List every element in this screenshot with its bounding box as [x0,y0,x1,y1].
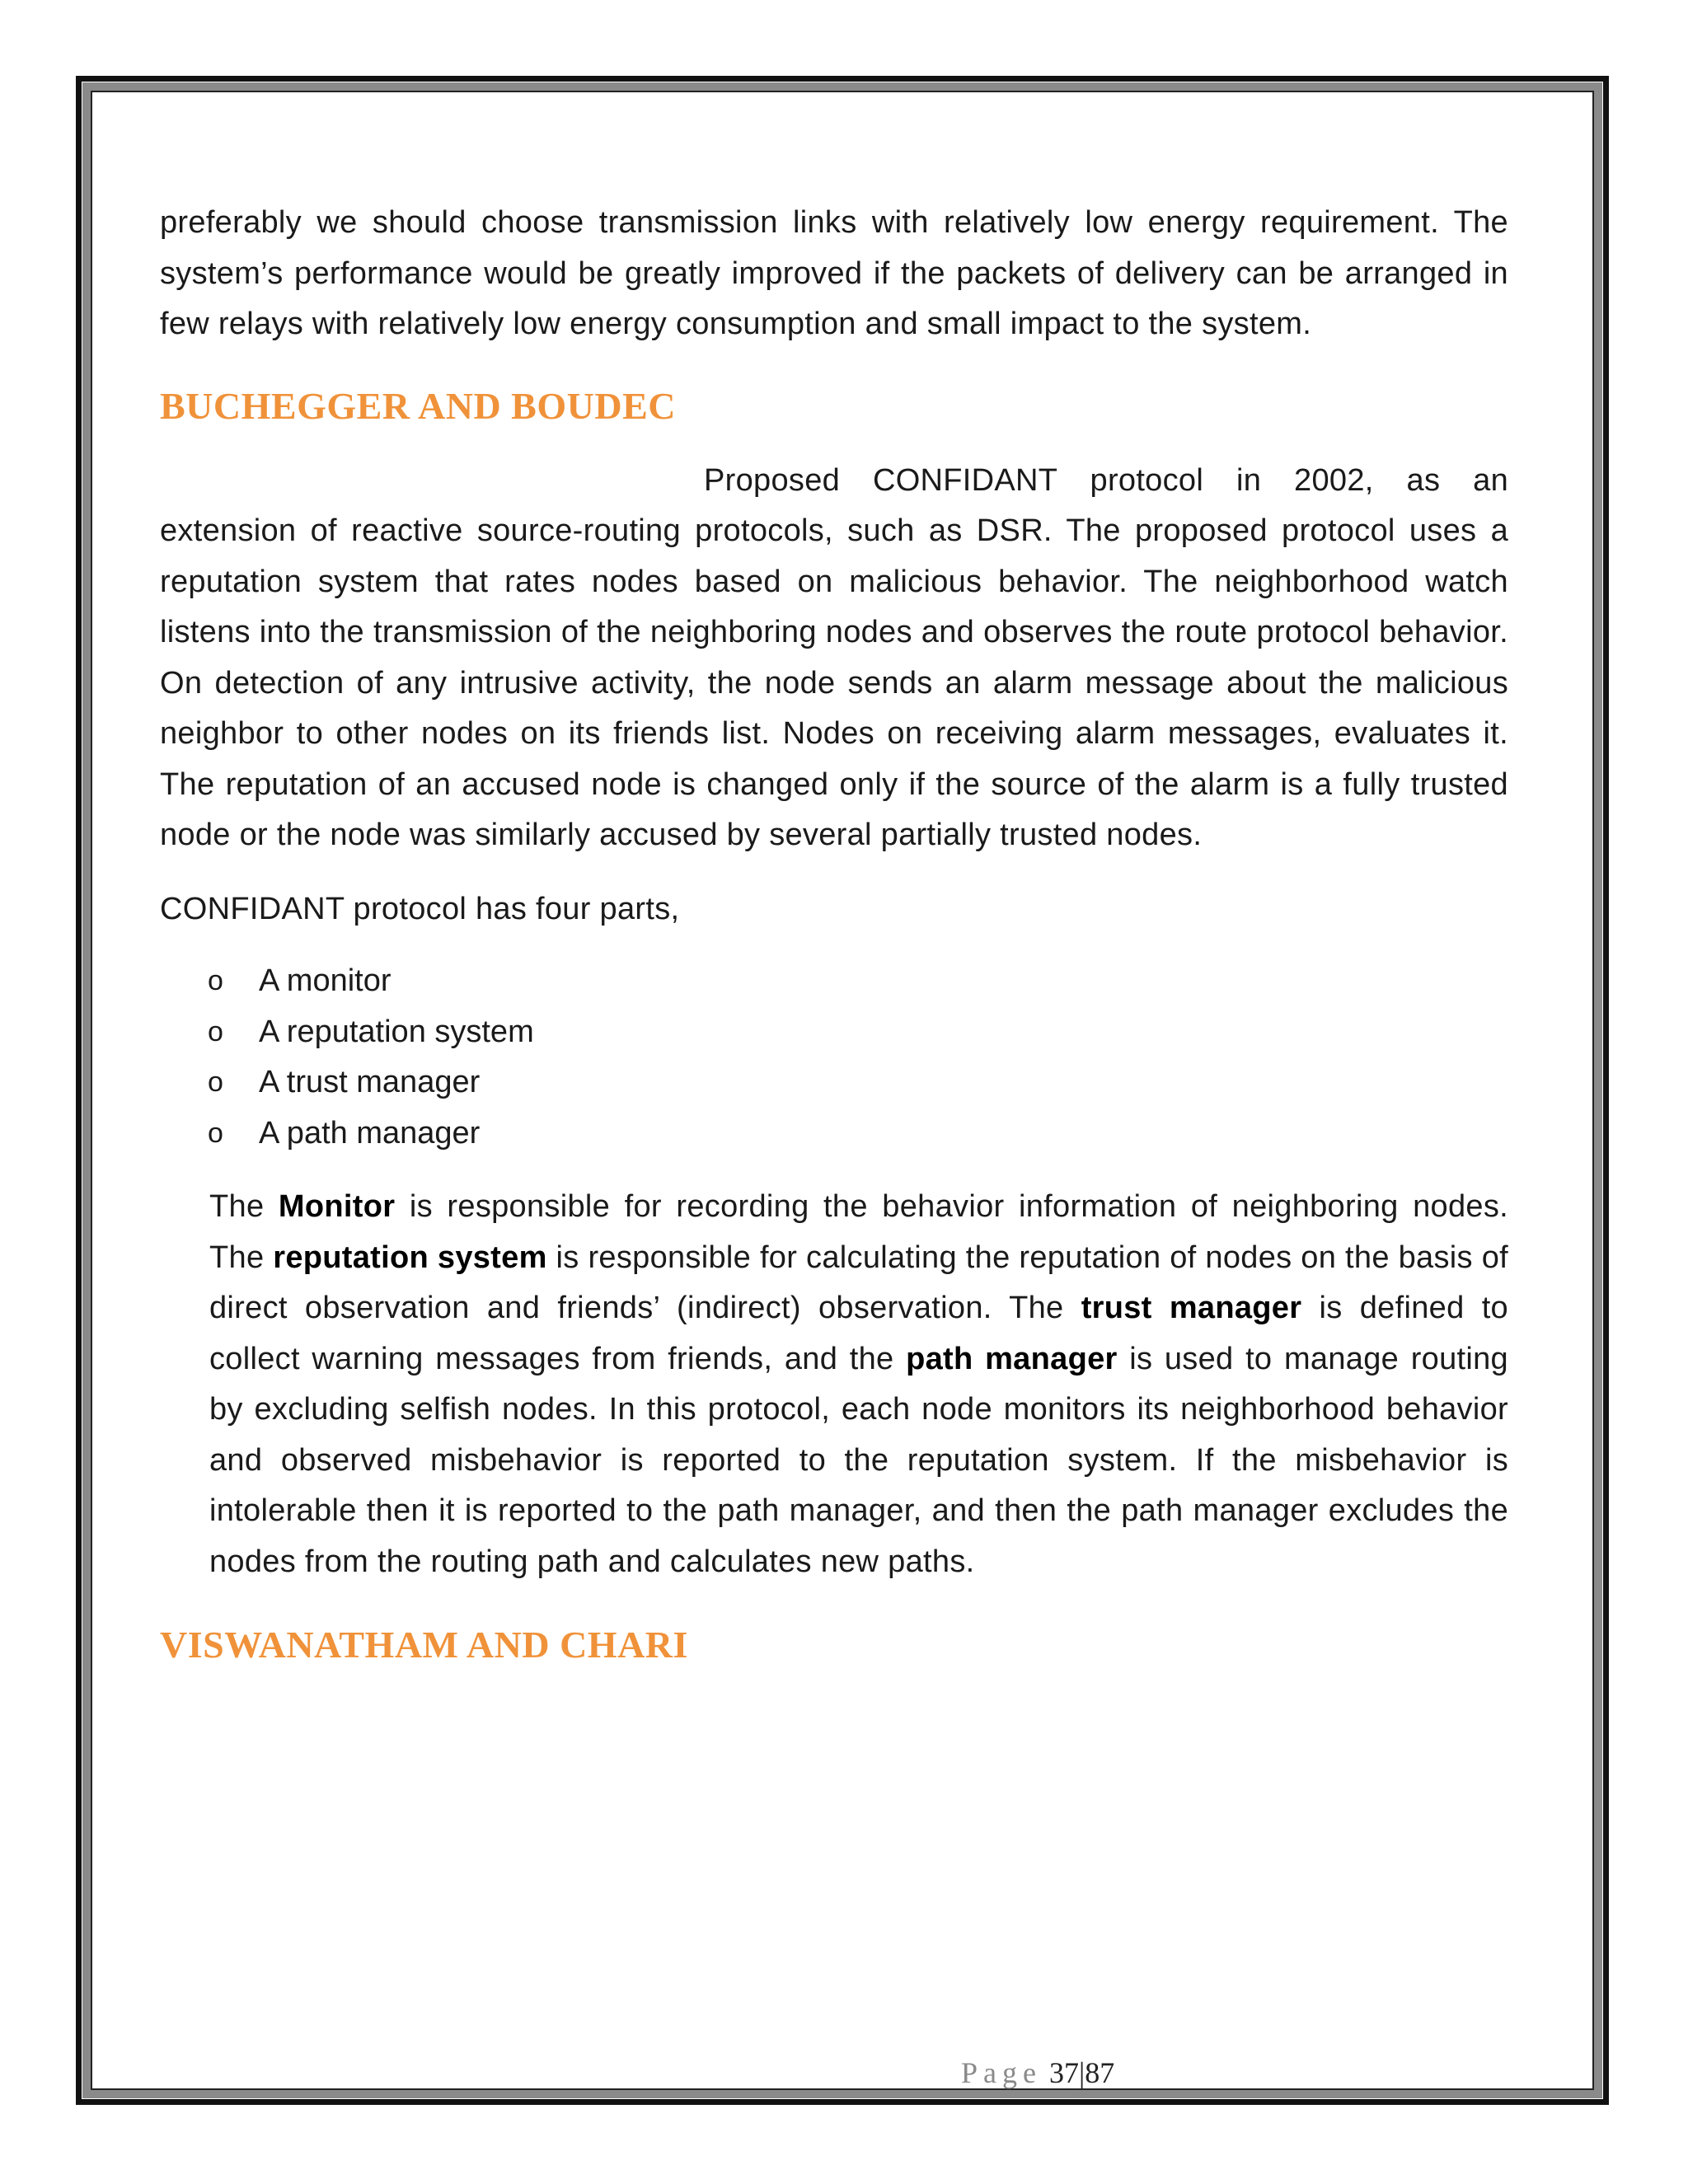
bullet-icon: o [208,1015,223,1047]
page-total: 87 [1085,2056,1115,2089]
term-reputation-system: reputation system [273,1240,547,1275]
list-item: o A trust manager [160,1057,1508,1108]
confidant-parts-list [160,956,1508,1159]
page-label: Page [961,2056,1042,2089]
term-path-manager: path manager [906,1341,1118,1376]
page-separator: | [1078,2056,1085,2089]
paragraph-confidant: Proposed CONFIDANT protocol in 2002, as an extension of reactive source-routing protocols, such as DSR. The proposed protocol uses a reputation system that rates nodes based on malicious behavior. The neighborhood watch listens into the transmission of the neighboring nodes and observes the route protocol behavior. On detection of any intrusive activity, the node sends an alarm message about the malicious neighbor to other nodes on its friends list. Nodes on receiving alarm messages, evaluates it. The reputation of an accused node is changed only if the source of the alarm is a fully trusted node or the node was similarly accused by several partially trusted nodes. [160,462,1508,852]
list-item: o A monitor [160,956,1508,1007]
bullet-icon: o [208,965,223,996]
list-item: o A reputation system [160,1007,1508,1058]
list-item: o A path manager [160,1108,1508,1160]
term-trust-manager: trust manager [1081,1291,1302,1325]
page-number: 37 [1048,2056,1079,2089]
page-footer [961,2052,1114,2093]
heading-viswanatham-chari: VISWANATHAM AND CHARI [160,1624,688,1666]
paragraph-parts-intro: CONFIDANT protocol has four parts, [160,891,680,926]
bullet-icon: o [208,1066,223,1098]
term-monitor: Monitor [278,1189,396,1224]
paragraph-intro: preferably we should choose transmission links with relatively low energy requirement. The system’s performance would be greatly improved if the packets of delivery can be arranged in few relays with relatively low energy consumption and small impact to the system. [160,205,1508,341]
bullet-icon: o [208,1117,223,1149]
page-content [160,198,1508,1670]
heading-buchegger-boudec: BUCHEGGER AND BOUDEC [160,384,676,427]
paragraph-components: The Monitor is responsible for recording the behavior information of neighboring nodes. The reputation system is responsible for calculating the reputation of nodes on the basis of direct observation and friends’ (indirect) observation. The trust manager is defined to collect warning messages from friends, and the path manager is used to manage routing by excluding selfish nodes. In this protocol, each node monitors its neighborhood behavior and observed misbehavior is reported to the reputation system. If the misbehavior is intolerable then it is reported to the path manager, and then the path manager excludes the nodes from the routing path and calculates new paths. [209,1189,1508,1579]
